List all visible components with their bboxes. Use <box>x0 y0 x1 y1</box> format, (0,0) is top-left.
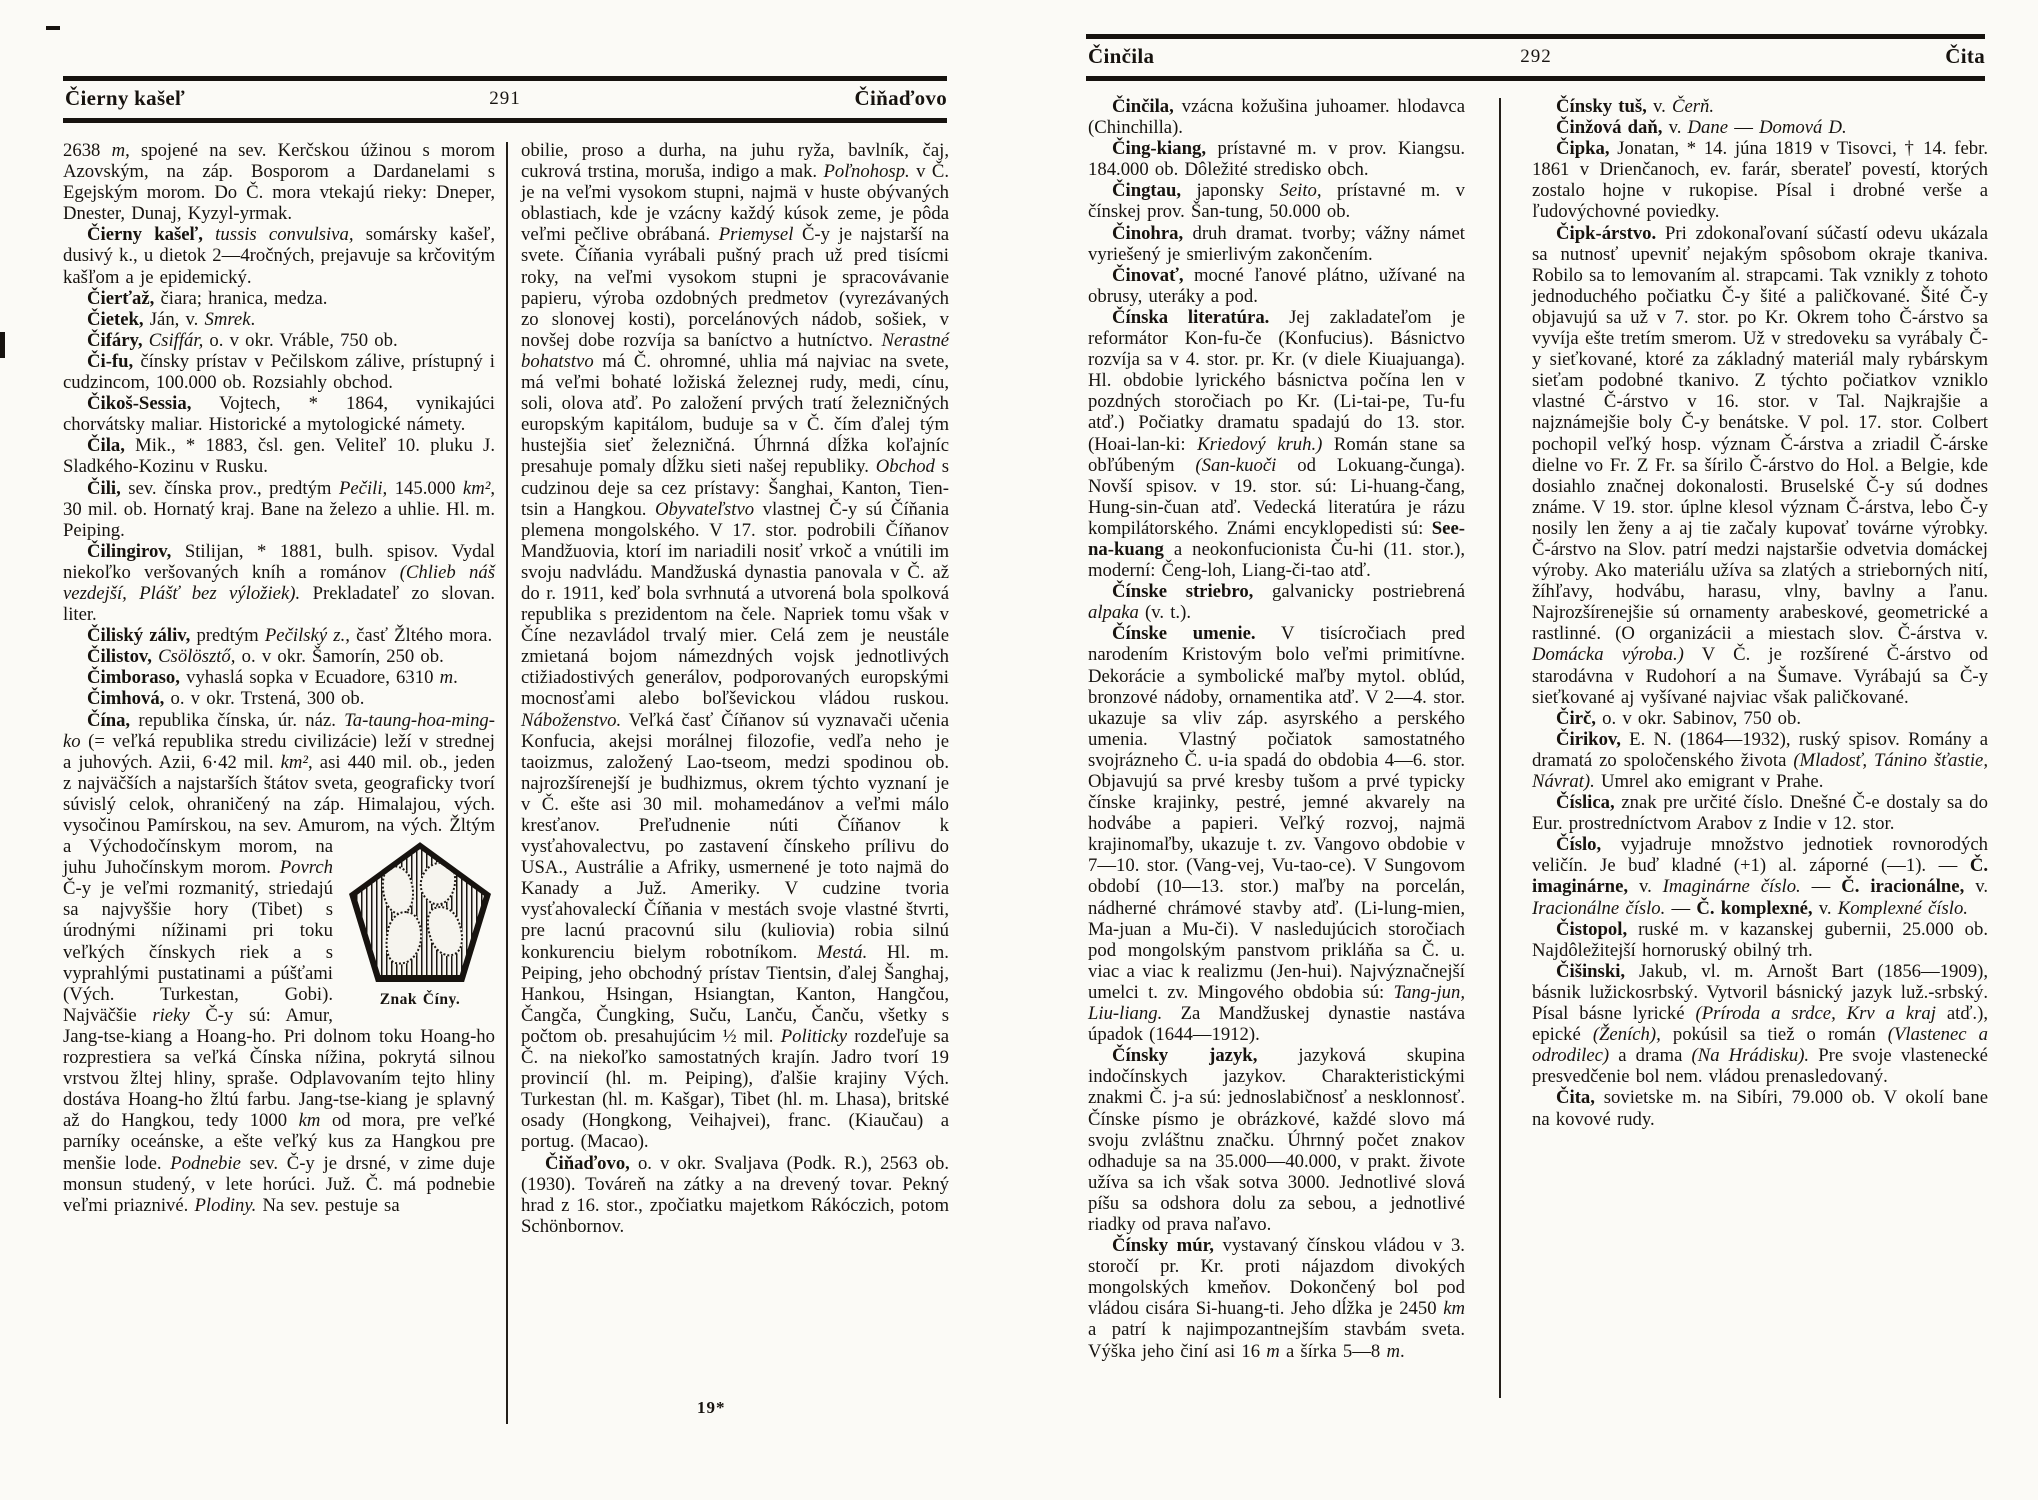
left-page-header-first-entry: Čierny kašeľ <box>65 86 186 110</box>
entry-paragraph: 2638 m, spojené na sev. Kerčskou úžinou s morom Azovským, na záp. Bosporom a Dardanelami s Egejským morom. Do Č. mora vtekajú rieky: Dneper, Dnester, Dunaj, Kyzyl-yrmak. <box>63 140 495 225</box>
entry-paragraph: Čilistov, Csölösztő, o. v okr. Šamorín, 250 ob. <box>87 646 444 668</box>
left-page-header-rule-top <box>63 76 947 81</box>
entry-paragraph: Čistopol, ruské m. v kazanskej gubernii, 25.000 ob. Najdôležitejší hornoruský obilný trh. <box>1532 918 1988 961</box>
entry-paragraph: Číslo, vyjadruje množstvo jednotiek rovnorodých veličín. Je buď kladné (+1) al. záporné (—1). — Č. imaginárne, v. Imaginárne číslo. — Č. iracionálne, v. Iracionálne číslo. — Č. komplexné, v. Komplexné číslo. <box>1532 834 1988 919</box>
emblem-ornament <box>376 862 419 918</box>
entry-paragraph: Čirikov, E. N. (1864—1932), ruský spisov. Romány a dramatá zo spoločenského života (Mladosť, Tánino šťastie, Návrat). Umrel ako emigrant v Prahe. <box>1532 728 1988 792</box>
entry-paragraph: Čínsky múr, vystavaný čínskou vládou v 3. storočí pr. Kr. proti nájazdom divokých mongolských kmeňov. Dokončený bol pod vládou cisára Si-huang-ti. Jeho dĺžka je 2450 km a patrí k najimpozantnejším stavbám sveta. Výška jeho činí asi 16 m a šírka 5—8 m. <box>1088 1235 1465 1362</box>
right-page-column-2 <box>1532 96 1988 1130</box>
left-page-column-1 <box>63 140 495 1216</box>
entry-paragraph: Čiňaďovo, o. v okr. Svaljava (Podk. R.), 2563 ob. (1930). Továreň na zátky a na drevený tovar. Pekný hrad z 16. stor., zpočiatku majetkom Rákóczich, potom Schönbornov. <box>521 1152 949 1237</box>
entry-paragraph: Čimboraso, vyhaslá sopka v Ecuadore, 6310 m. <box>87 667 458 689</box>
entry-paragraph: Čínske striebro, galvanicky postriebrená alpaka (v. t.). <box>1088 581 1465 624</box>
entry-paragraph: Či-fu, čínsky prístav v Pečilskom zálive, prístupný i cudzincom, 100.000 ob. Rozsiahly obchod. <box>63 350 495 394</box>
china-emblem-figure <box>345 842 495 1010</box>
printer-signature-mark: 19* <box>697 1398 726 1417</box>
entry-paragraph: Čita, sovietske m. na Sibíri, 79.000 ob. V okolí bane na kovové rudy. <box>1532 1087 1988 1130</box>
entry-paragraph: Čietek, Ján, v. Smrek. <box>87 308 256 330</box>
entry-paragraph: Čínske umenie. V tisícročiach pred narodením Kristovým bolo veľmi primitívne. Dekorácie a symbolické maľby mytol. oblúd, bronzové nádoby, ornamentika atď. V 2—4. stor. ukazuje sa vliv záp. asyrského a perského umenia. Vlastný počiatok samostatného svojrázneho Č. u-ia spadá do obdobia 4—6. stor. Objavujú sa prvé kresby tušom a prvé typicky čínske krajinky, pestré, jemné akvarely na hodvábe a papieri. Veľký rozvoj, najmä krajinomaľby, ukazuje t. zv. Vangovo obdobie v 7—10. stor. (Vang-vej, Vu-tao-ce). V Sungovom období (10—13. stor.) maľby na porcelán, nádherné chrámové stavby atď. (Li-lung-mien, Ma-juan a Mu-či). V nasledujúcich storočiach pod mongolským panstvom prikláňa sa Č. u. viac a viac k realizmu (Jen-hui). Najvýznačnejší umelci t. zv. Mingového obdobia sú: Tang-jun, Liu-liang. Za Mandžuskej dynastie nastáva úpadok (1644—1912). <box>1088 623 1465 1046</box>
left-page-number: 291 <box>489 88 521 109</box>
entry-paragraph: Čilingirov, Stilijan, * 1881, bulh. spisov. Vydal niekoľko veršovaných kníh a románov (Chlieb náš vezdejší, Plášť bez výložiek). Prekladateľ zo slovan. liter. <box>63 540 496 626</box>
entry-paragraph: obilie, proso a durha, na juhu ryža, bavlník, čaj, cukrová trstina, moruša, indigo a mak. Poľnohosp. v Č. je na veľmi vysokom stupni, najmä v huste obývaných oblastiach, kde je vzácny každý kúsok zeme, je pôda veľmi pečlive obrábaná. Priemysel Č-y je najstarší na svete. Číňania vyrábali pušný prach už pred tisícmi roky, na veľmi vysokom stupni je spracovávanie papieru, výroba ozdobných predmetov (vyrezávaných zo slonovej kosti), porcelánových nádob, sošiek, v novšej dobe rozvíja sa baníctvo a hutníctvo. Nerastné bohatstvo má Č. ohromné, uhlia má najviac na svete, má veľmi bohaté ložiská železnej rudy, medi, cínu, soli, olova atď. Po založení prvých tratí železničných europským kapitálom, buduje sa v Č. čím ďalej tým hustejšia sieť železničná. Úhrnná dĺžka koľajníc presahuje pomaly dĺžku sieti našej republiky. Obchod s cudzinou deje sa cez prístavy: Šanghai, Kanton, Tien-tsin a Hangkou. Obyvateľstvo vlastnej Č-y sú Číňania plemena mongolského. V 17. stor. podrobili Číňanov Mandžuovia, ktorí im nariadili nosiť vrkoč a vnútili im svoju nadvládu. Mandžuská dynastia panovala v Č. až do r. 1911, keď bola svrhnutá a utvorená bola spolková republika s prezidentom na čele. Napriek tomu však v Číne nezavládol trvalý mier. Celá zem je neustále zmietaná bojom námezdných vojsk jednotlivých ctižiadostivých generálov, podporovaných europskými mocnosťami alebo boľševickou vládou ruskou. Náboženstvo. Veľká časť Číňanov sú vyznavači učenia Konfucia, akejsi morálnej filozofie, vedľa neho je taoizmus, založený Lao-tseom, medzi spodinou ob. najrozšírenejší je budhizmus, okrem týchto vyznaní je v Č. ešte asi 30 mil. mohamedánov a veľmi málo kresťanov. Preľudnenie núti Číňanov k vysťahovalectvu, po zastavení čínskeho prílivu do USA., Austrálie a Afriky, usmernené je toto najmä do Kanady a Juž. Ameriky. V cudzine tvoria vysťahovaleckí Číňania v mestách svoje vlastné štvrti, pre lacnú pracovnú silu (kuliovia) robia silnú konkurenciu bielym robotníkom. Mestá. Hl. m. Peiping, jeho obchodný prístav Tientsin, ďalej Šanghaj, Hankou, Hsingan, Hsiangtan, Kanton, Hangčou, Čangča, Čungking, Suču, Lanču, Čanču, všetky s počtom ob. presahujúcim ½ mil. Politicky rozdeľuje sa Č. na niekoľko samostatných krajín. Jadro tvorí 19 provincií (hl. m. Peiping), ďalšie krajiny Vých. Turkestan (hl. m. Kašgar), Tibet (hl. m. Lhasa), britské osady (Hongkong, Veihajvei), franc. (Kiaučau) a portug. (Macao). <box>521 140 950 1153</box>
scan-artifact <box>46 26 60 30</box>
entry-paragraph: Činžová daň, v. Dane — Domová D. <box>1556 117 1847 139</box>
china-emblem-image <box>349 842 491 982</box>
emblem-ornament <box>382 909 425 967</box>
entry-paragraph: Čila, Mik., * 1883, čsl. gen. Veliteľ 10. pluku J. Sladkého-Kozinu v Rusku. <box>63 435 495 478</box>
figure-caption: Znak Číny. <box>379 991 461 1009</box>
right-page-column-divider <box>1499 98 1501 1398</box>
entry-paragraph: Číslica, znak pre určité číslo. Dnešné Č-e dostaly sa do Eur. prostredníctvom Arabov z Indie v 12. stor. <box>1532 792 1988 835</box>
entry-paragraph: Činohra, druh dramat. tvorby; vážny námet vyriešený je smierlivým zakončením. <box>1088 222 1465 265</box>
entry-paragraph: Čingtau, japonsky Seito, prístavné m. v čínskej prov. Šan-tung, 50.000 ob. <box>1088 180 1465 223</box>
emblem-hatching <box>356 849 484 975</box>
right-page-column-1 <box>1088 96 1465 1362</box>
entry-paragraph: Čierny kašeľ, tussis convulsiva, somársky kašeľ, dusivý k., u dietok 2—4ročných, prejavuje sa krčovitým kašľom a je epidemický. <box>63 224 495 288</box>
entry-paragraph: Čišinski, Jakub, vl. m. Arnošt Bart (1856—1909), básnik lužickosrbský. Vytvoril básnický jazyk luž.-srbský. Písal básne lyrické (Príroda a srdce, Krv a kraj atď.), epické (Ženích), pokúsil sa tiež o román (Vlastenec a odrodilec) a drama (Na Hrádisku). Pre svoje vlastenecké presvedčenie bol nem. vládou prenasledovaný. <box>1532 960 1988 1088</box>
entry-paragraph: Činčila, vzácna kožušina juhoamer. hlodavca (Chinchilla). <box>1088 96 1465 139</box>
entry-paragraph: Čikoš-Sessia, Vojtech, * 1864, vynikajúci chorvátsky maliar. Historické a mytologické námety. <box>63 393 495 436</box>
right-page-number: 292 <box>1520 46 1552 67</box>
emblem-ornament <box>420 901 470 961</box>
entry-paragraph: Čínska literatúra. Jej zakladateľom je reformátor Kon-fu-če (Konfucius). Básnictvo rozvíja sa v 4. stor. pr. Kr. (v diele Kiuajuanga). Hl. obdobie lyrického básnictva počína len v pozdných storočiach po Kr. (Li-tai-pe, Tu-fu atď.) Počiatky dramatu spadajú do 13. stor. (Hoai-lan-ki: Kriedový kruh.) Román stane sa obľúbeným (San-kuoči od Lokuang-čunga). Novší spisov. v 19. stor. sú: Li-huang-čang, Hung-sin-čuan atď. Vedecká literatúra je rázu kompilátorského. Známi encyklopedisti sú: See-na-kuang a neokonfucionista Ču-hi (11. stor.), moderní: Čeng-loh, Liang-či-tao atď. <box>1088 306 1465 582</box>
entry-paragraph: Čipka, Jonatan, * 14. júna 1819 v Tisovci, † 14. febr. 1861 v Drienčanoch, ev. farár, sberateľ povestí, ktorých zostalo hojne v rukopise. Písal i drobné verše a ľudovýchovné poviedky. <box>1532 138 1988 223</box>
entry-paragraph: Čing-kiang, prístavné m. v prov. Kiangsu. 184.000 ob. Dôležité stredisko obch. <box>1088 138 1465 181</box>
entry-paragraph: Čínsky jazyk, jazyková skupina indočínskych jazykov. Charakteristickými znakmi Č. j-a sú: jednoslabičnosť a nesklonnosť. Čínske písmo je obrázkové, každé slovo má svoju zvláštnu značku. Úhrnný počet znakov odhaduje sa na 35.000—40.000, v prakt. živote užíva sa ich však sotva 3000. Jednotlivé slová píšu sa odshora dolu za sebou, a jednotlivé riadky od prava naľavo. <box>1088 1045 1465 1235</box>
left-page-header-rule-bottom <box>63 118 947 123</box>
entry-paragraph: Čína, republika čínska, úr. náz. Ta-taung-hoa-ming-ko (= veľká republika stredu civilizácie) leží v strednej a juhových. Azii, 6·42 mil. km², asi 440 mil. ob., jeden z najväčších a najstarších štátov sveta, geograficky tvorí súvislý celok, ohraničený na záp. Himalajou, vých. vysočinou Pamírskou, na sev. Amurom, na vých. Žltým Znak Číny. a Východočínskym morom, na juhu Juhočínskym morom. Povrch Č-y je veľmi rozmanitý, striedajú sa najvyššie hory (Tibet) s úrodnými nížinami pri toku veľkých čínskych riek a s vyprahlými pustatinami a púšťami (Vých. Turkestan, Gobi). Najväčšie rieky Č-y sú: Amur, Jang-tse-kiang a Hoang-ho. Pri dolnom toku Hoang-ho rozprestiera sa veľká Čínska nížina, pokrytá silnou vrstvou žltej hliny, spraše. Odplavovaním tejto hliny dostáva Hoang-ho žltú farbu. Jang-tse-kiang je splavný až do Hangkou, tedy 1000 km od mora, pre veľké parníky oceánske, a ešte veľký kus za Hangkou pre menšie lode. Podnebie sev. Č-y je drsné, v zime duje monsun studený, v lete horúci. Juž. Č. má podnebie veľmi priaznivé. Plodiny. Na sev. pestuje sa <box>63 709 496 1216</box>
entry-paragraph: Čínsky tuš, v. Čerň. <box>1556 96 1715 117</box>
entry-paragraph: Čirč, o. v okr. Sabinov, 750 ob. <box>1556 707 1801 729</box>
right-page-header-rule-top <box>1086 34 1985 39</box>
left-page-column-divider <box>506 142 508 1424</box>
right-page-header-first-entry: Činčila <box>1088 44 1155 68</box>
left-page-column-2 <box>521 140 949 1237</box>
entry-paragraph: Čili, sev. čínska prov., predtým Pečili, 145.000 km², 30 mil. ob. Hornatý kraj. Bane na železo a uhlie. Hl. m. Peiping. <box>63 477 495 541</box>
entry-paragraph: Čimhová, o. v okr. Trstená, 300 ob. <box>87 688 365 710</box>
right-page-header-last-entry: Čita <box>1945 44 1985 68</box>
left-page-header-last-entry: Čiňaďovo <box>854 86 947 110</box>
right-page-header-rule-bottom <box>1086 76 1985 81</box>
entry-paragraph: Čipk-árstvo. Pri zdokonaľovaní súčastí odevu ukázala sa nutnosť upevniť nejakým spôsobom okraje tkaniva. Robilo sa to lemovaním al. strapcami. Tak vznikly z tohoto jednoduchého počiatku Č-y šité a paličkované. Šité Č-y objavujú sa už v 7. stor. po Kr. Okrem toho Č-árstvo sa vyvíja ešte tretím smerom. Už v stredoveku sa vyrábaly Č-y sieťkované, ktoré za základný materiál maly rybárskym sieťam podobné tkanivo. Z týchto počiatkov vzniklo vlastné Č-árstvo v 16. stor. v Tal. Najkrajšie a najznámejšie boly Č-y benátske. V pol. 17. stor. Colbert pochopil veľký hosp. význam Č-árstva a zriadil Č-árske dielne vo Fr. Z Fr. sa šírilo Č-árstvo do Hol. a Belgie, kde dosiahlo značnej dokonalosti. Bruselské Č-y sú dodnes známe. V 19. stor. úplne klesol význam Č-árstva, lebo Č-y nosily len ženy a aj tie začaly kupovať továrne výrobky. Č-árstvo na Slov. patrí medzi najstaršie odvetvia domáckej výroby. Ako materiálu užíva sa zlatých a strieborných nití, žíhľavy, hodvábu, harasu, vlny, bavlny a ľanu. Najrozšírenejšie sú ornamenty arabeskové, geometrické a rastlinné. (O organizácii a miestach slov. Č-árstva v. Domácka výroba.) V Č. je rozšírené Č-árstvo od starodávna v Rudohorí a na Šumave. Vyrábajú sa Č-y sieťkované aj vyšívané najviac však paličkované. <box>1532 222 1988 708</box>
entry-paragraph: Čifáry, Csiffár, o. v okr. Vráble, 750 ob. <box>87 329 398 351</box>
entry-paragraph: Čierťaž, čiara; hranica, medza. <box>87 287 328 309</box>
entry-paragraph: Čiliský záliv, predtým Pečilský z., časť Žltého mora. <box>87 625 493 647</box>
emblem-ornament <box>414 857 462 910</box>
entry-paragraph: Činovať, mocné ľanové plátno, užívané na obrusy, uteráky a pod. <box>1088 264 1465 307</box>
scan-artifact <box>0 332 5 358</box>
